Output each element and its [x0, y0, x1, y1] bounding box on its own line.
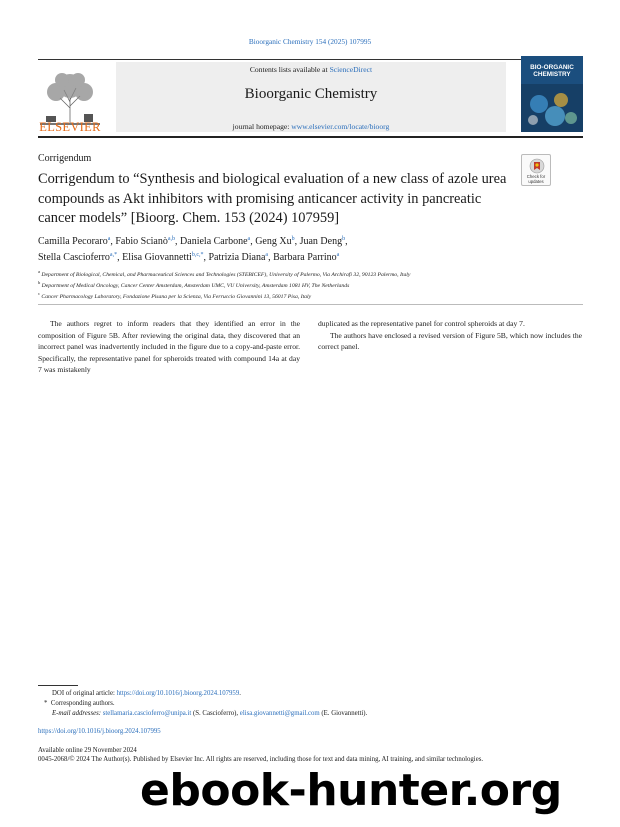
journal-cover-image: [521, 56, 583, 132]
original-doi-footnote: DOI of original article: https://doi.org/10.1016/j.bioorg.2024.107959.: [52, 690, 241, 697]
header-thick-rule: [38, 136, 583, 138]
author: Barbara Parrino: [273, 252, 337, 263]
author-affil-sup[interactable]: a: [107, 236, 111, 242]
author: Camilla Pecoraro: [38, 236, 108, 247]
author-affil-sup[interactable]: a,*: [109, 252, 118, 258]
body-column-left: [38, 318, 300, 376]
elsevier-wordmark: ELSEVIER: [39, 120, 101, 134]
body-paragraph: duplicated as the representative panel for control spheroids at day 7.: [318, 319, 525, 328]
body-column-right: [318, 318, 582, 353]
sciencedirect-link[interactable]: ScienceDirect: [329, 65, 373, 74]
cover-title: BIO-ORGANIC CHEMISTRY: [530, 64, 574, 78]
contents-prefix: Contents lists available at: [249, 65, 330, 74]
author: Patrizia Diana: [208, 252, 266, 263]
corresponding-mark: *: [44, 700, 48, 707]
affiliation-list: [38, 270, 598, 302]
contents-line: [116, 65, 506, 74]
footnote-rule: [38, 685, 78, 686]
check-for-updates-button[interactable]: [521, 154, 551, 186]
body-paragraph: The authors have enclosed a revised version of Figure 5B, which now includes the correct panel.: [318, 330, 582, 351]
body-paragraph: The authors regret to inform readers that they identified an error in the composition of Figure 5B. After reviewing the original data, they discovered that an incorrect panel was inadvertently included in the figure due to a copy-and-paste error. Specifically, the representative panel for spheroids treated with compound 14a at day 7 was mistakenly: [38, 319, 300, 374]
email-link[interactable]: stellamaria.cascioferro@unipa.it: [102, 710, 192, 717]
cover-artwork-icon: [521, 84, 583, 132]
homepage-line: [116, 122, 506, 131]
email-link[interactable]: elisa.giovannetti@gmail.com: [239, 710, 320, 717]
article-type-label: Corrigendum: [38, 153, 92, 164]
author: Stella Cascioferro: [38, 252, 110, 263]
author-affil-sup[interactable]: b: [291, 236, 295, 242]
check-updates-icon: [529, 158, 545, 174]
original-doi-link[interactable]: https://doi.org/10.1016/j.bioorg.2024.107959: [116, 690, 240, 697]
journal-title: Bioorganic Chemistry: [244, 86, 378, 102]
author-affil-sup[interactable]: a,b: [167, 236, 176, 242]
copyright-line: 0045-2068/© 2024 The Author(s). Published by Elsevier Inc. All rights are reserved, including those for text and data mining, AI training, and similar technologies.: [38, 756, 484, 763]
article-title: Corrigendum to “Synthesis and biological evaluation of a new class of azole urea compounds as Akt inhibitors with promising anticancer activity in pancreatic cancer models” [Bioorg. Chem. 153 (2024) 107959]: [38, 171, 507, 226]
author: Juan Deng: [299, 236, 343, 247]
author: Daniela Carbone: [180, 236, 248, 247]
corresponding-footnote: * Corresponding authors.: [44, 700, 115, 707]
author-affil-sup[interactable]: a: [336, 252, 340, 258]
affiliation: $^a$ Department of Biological, Chemical, and Pharmaceutical Sciences and Technologies (STEBICEF), University of Palermo, Via Archirafi 32, 90123 Palermo, Italy: [38, 269, 411, 278]
check-updates-label: Check for updates: [526, 174, 546, 184]
header-rule: [38, 59, 583, 60]
homepage-link[interactable]: www.elsevier.com/locate/bioorg: [291, 122, 390, 131]
affiliation: $^c$ Cancer Pharmacology Laboratory, Fondazione Pisana per la Scienza, Via Ferruccio Giovannini 13, 56017 Pisa, Italy: [38, 290, 312, 300]
author-list: Camilla Pecoraro$^a$, Fabio Scianò$^{a,b}$, Daniela Carbone$^a$, Geng Xu$^b$, Juan Deng$^b$, Stella Cascioferro$^{a,*}$, Elisa Giovannetti$^{b,c,*}$, Patrizia Diana$^a$, Barbara Parrino$^a$: [38, 236, 348, 263]
affiliation-divider: [38, 304, 583, 305]
author-affil-sup[interactable]: b: [342, 236, 346, 242]
author-affil-sup[interactable]: a: [265, 252, 269, 258]
author: Elisa Giovannetti: [122, 252, 192, 263]
email-footnote: E-mail addresses: stellamaria.cascioferro@unipa.it (S. Cascioferro), elisa.giovannetti@gmail.com (E. Giovannetti).: [52, 710, 368, 717]
available-online-date: Available online 29 November 2024: [38, 747, 137, 754]
article-doi-link[interactable]: https://doi.org/10.1016/j.bioorg.2024.107995: [38, 728, 161, 735]
author: Geng Xu: [255, 236, 292, 247]
author-affil-sup[interactable]: b,c,*: [191, 252, 204, 258]
author: Fabio Scianò: [115, 236, 168, 247]
journal-reference[interactable]: Bioorganic Chemistry 154 (2025) 107995: [248, 37, 372, 46]
homepage-prefix: journal homepage:: [232, 122, 292, 131]
affiliation: $^b$ Department of Medical Oncology, Cancer Center Amsterdam, Amsterdam UMC, VU University, Amsterdam 1081 HV, The Netherlands: [38, 279, 350, 289]
author-affil-sup[interactable]: a: [247, 236, 251, 242]
watermark-text: ebook-hunter.org: [140, 765, 562, 816]
